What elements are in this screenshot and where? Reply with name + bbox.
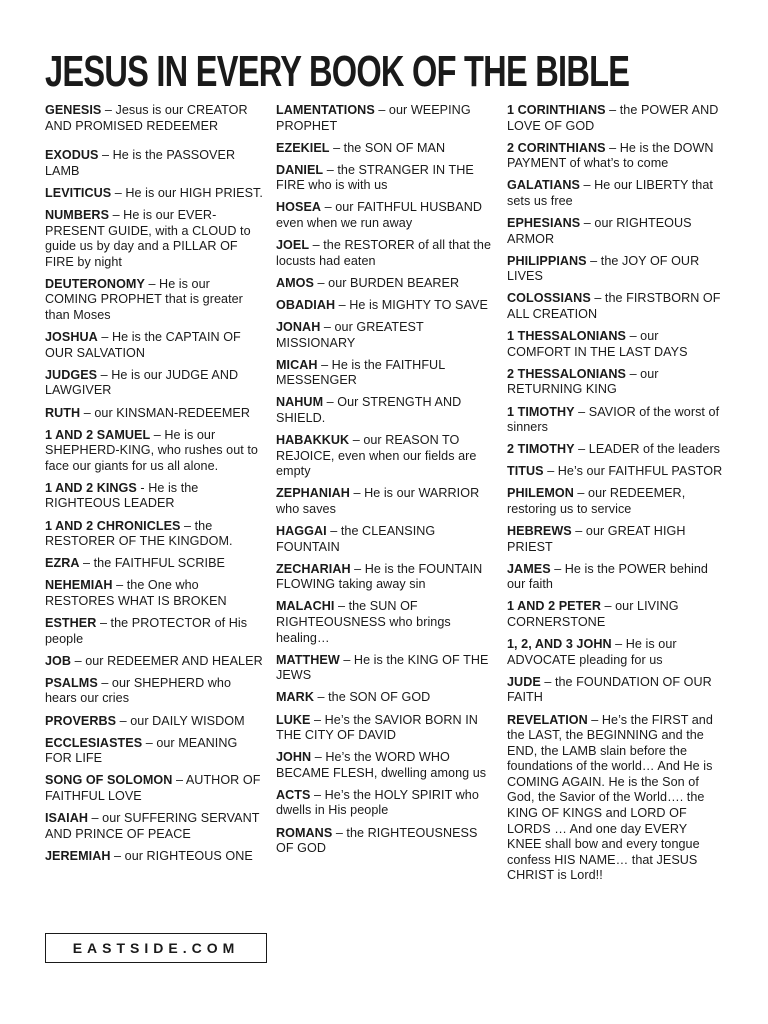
book-description: – He’s the WORD WHO BECAME FLESH, dwelling among us	[276, 750, 487, 780]
book-name: AMOS	[276, 275, 314, 290]
book-name: SONG OF SOLOMON	[45, 773, 173, 788]
book-name: HABAKKUK	[276, 433, 350, 448]
book-name: TITUS	[507, 464, 544, 479]
book-name: MARK	[276, 690, 314, 705]
book-name: ESTHER	[45, 616, 97, 631]
book-description: – He is our EVER-PRESENT GUIDE, with a CLOUD to guide us by day and a PILLAR OF FIRE by night	[45, 207, 251, 269]
book-entry	[45, 208, 263, 270]
book-entry	[45, 406, 263, 422]
book-description: – He’s the HOLY SPIRIT who dwells in His people	[276, 787, 479, 818]
book-name: EZRA	[45, 556, 80, 571]
book-entry	[507, 442, 725, 458]
book-name: ZECHARIAH	[276, 561, 351, 576]
book-entry	[507, 141, 725, 172]
book-name: JOHN	[276, 750, 312, 765]
book-description: – He is the KING OF THE JEWS	[276, 652, 489, 683]
book-description: – our SHEPHERD who hears our cries	[45, 675, 232, 706]
book-entry	[276, 238, 494, 269]
book-name: NEHEMIAH	[45, 578, 113, 593]
book-entry	[45, 186, 263, 202]
book-description: – our RIGHTEOUS ARMOR	[507, 216, 692, 246]
book-entry	[276, 826, 494, 857]
book-entry	[45, 368, 263, 399]
book-description: – our RETURNING KING	[507, 366, 659, 397]
book-name: 1 AND 2 CHRONICLES	[45, 518, 181, 533]
book-description: – our REDEEMER, restoring us to service	[507, 486, 686, 516]
book-description: – our REDEEMER AND HEALER	[71, 653, 263, 668]
book-description: – our REASON TO REJOICE, even when our fields are empty	[276, 433, 477, 479]
book-entry	[276, 320, 494, 351]
book-entry	[276, 276, 494, 292]
book-entry	[276, 690, 494, 706]
book-entry	[276, 788, 494, 819]
book-description: – He is MIGHTY TO SAVE	[335, 297, 488, 312]
book-entry	[45, 148, 263, 179]
book-description: – He’s the SAVIOR BORN IN THE CITY OF DAVID	[276, 712, 478, 743]
book-description: – SAVIOR of the worst of sinners	[507, 404, 720, 435]
book-entry	[276, 713, 494, 744]
book-entry	[45, 330, 263, 361]
book-name: MALACHI	[276, 599, 335, 614]
book-entry	[45, 676, 263, 707]
book-description: – LEADER of the leaders	[574, 442, 721, 457]
book-entry	[276, 653, 494, 684]
book-entry	[507, 405, 725, 436]
book-description: – He is our COMING PROPHET that is greater than Moses	[45, 276, 243, 323]
book-name: 1 THESSALONIANS	[507, 329, 627, 344]
book-entry	[507, 291, 725, 322]
book-name: GALATIANS	[507, 178, 580, 193]
book-description: – the One who RESTORES WHAT IS BROKEN	[45, 578, 227, 608]
book-entry	[276, 486, 494, 517]
book-description: – our GREAT HIGH PRIEST	[507, 524, 686, 554]
book-name: JAMES	[507, 561, 551, 576]
book-description: – He is our SHEPHERD-KING, who rushes out to face our giants for us all alone.	[45, 427, 258, 473]
book-entry	[45, 654, 263, 670]
book-entry	[276, 141, 494, 157]
book-entry	[507, 524, 725, 555]
book-name: PROVERBS	[45, 713, 117, 728]
book-name: ISAIAH	[45, 810, 88, 825]
book-entry	[507, 599, 725, 630]
book-description: – the RESTORER OF THE KINGDOM.	[45, 518, 233, 549]
book-name: EZEKIEL	[276, 140, 330, 155]
book-name: MICAH	[276, 357, 318, 372]
book-description: – our BURDEN BEARER	[313, 275, 460, 290]
book-entry	[45, 519, 263, 550]
book-name: GENESIS	[45, 103, 102, 117]
book-description: – the SON OF GOD	[313, 690, 431, 705]
book-entry	[507, 486, 725, 517]
book-description: - He is the RIGHTEOUS LEADER	[45, 480, 199, 511]
book-entry	[276, 298, 494, 314]
book-description: – He’s our FAITHFUL PASTOR	[543, 464, 723, 479]
book-entry	[45, 556, 263, 572]
page-title: JESUS IN EVERY BOOK OF THE BIBLE	[45, 47, 630, 96]
book-name: REVELATION	[507, 712, 588, 727]
book-name: 1 CORINTHIANS	[507, 103, 606, 117]
book-entry	[45, 481, 263, 512]
book-entry	[507, 329, 725, 360]
book-description: – the SUN OF RIGHTEOUSNESS who brings healing…	[276, 599, 451, 645]
book-entry	[45, 714, 263, 730]
book-name: OBADIAH	[276, 297, 336, 312]
book-name: ZEPHANIAH	[276, 486, 350, 501]
book-entry	[45, 616, 263, 647]
book-name: 2 TIMOTHY	[507, 442, 575, 457]
book-description: – He is the FOUNTAIN FLOWING taking away sin	[276, 561, 483, 592]
column-2	[276, 103, 494, 863]
book-entry	[276, 358, 494, 389]
book-entry	[507, 675, 725, 706]
book-name: PSALMS	[45, 675, 98, 690]
book-name: NUMBERS	[45, 207, 110, 222]
book-description: – He is the POWER behind our faith	[507, 561, 708, 592]
book-description: – the STRANGER IN THE FIRE who is with us	[276, 162, 474, 193]
book-entry	[276, 200, 494, 231]
book-description: – the FIRSTBORN OF ALL CREATION	[507, 291, 721, 322]
book-description: – He’s the FIRST and the LAST, the BEGINNING and the END, the LAMB slain before the foundations of the world… And He is COMING AGAIN. He is the Son of God, the Savior of the World…. the KING OF KINGS and LORD OF LORDS … And one day EVERY KNEE shall bow and every tongue confess HIS NAME… that JESUS CHRIST is Lord!!	[507, 712, 713, 883]
book-entry	[45, 103, 263, 134]
book-name: ACTS	[276, 787, 311, 802]
book-description: – the RIGHTEOUSNESS OF GOD	[276, 825, 478, 856]
book-entry	[276, 524, 494, 555]
book-entry	[507, 637, 725, 668]
book-entry	[507, 562, 725, 593]
book-name: JOB	[45, 653, 72, 668]
book-entry	[276, 750, 494, 781]
book-name: 1 TIMOTHY	[507, 404, 575, 419]
book-description: – He is our JUDGE AND LAWGIVER	[45, 367, 239, 398]
book-name: JUDGES	[45, 367, 98, 382]
book-description: – He is our HIGH PRIEST.	[111, 185, 263, 200]
book-name: 1 AND 2 PETER	[507, 599, 601, 614]
book-description: – He is the DOWN PAYMENT of what’s to come	[507, 140, 714, 171]
book-entry	[507, 367, 725, 398]
book-name: DANIEL	[276, 162, 324, 177]
book-name: EXODUS	[45, 148, 99, 163]
book-entry	[276, 103, 494, 134]
book-name: HEBREWS	[507, 524, 572, 539]
book-name: DEUTERONOMY	[45, 276, 145, 291]
book-name: JOEL	[276, 238, 310, 253]
book-description: – He is our WARRIOR who saves	[276, 486, 480, 516]
column-1	[45, 103, 263, 871]
book-description: – our LIVING CORNERSTONE	[507, 599, 679, 630]
book-entry	[45, 578, 263, 609]
book-description: – the POWER AND LOVE OF GOD	[507, 103, 719, 133]
book-name: COLOSSIANS	[507, 291, 591, 306]
book-description: – He our LIBERTY that sets us free	[507, 178, 713, 208]
book-entry	[507, 713, 725, 885]
book-description: – He is the PASSOVER LAMB	[45, 148, 236, 178]
book-name: JOSHUA	[45, 330, 98, 345]
book-description: – our MEANING FOR LIFE	[45, 735, 238, 766]
book-description: – He is our ADVOCATE pleading for us	[507, 637, 677, 667]
book-entry	[507, 216, 725, 247]
book-description: – the PROTECTOR of His people	[45, 616, 248, 646]
book-description: – our FAITHFUL HUSBAND even when we run away	[276, 200, 482, 231]
book-entry	[45, 849, 263, 865]
book-name: LAMENTATIONS	[276, 103, 375, 117]
book-name: HOSEA	[276, 200, 322, 215]
book-name: HAGGAI	[276, 524, 327, 539]
book-entry	[507, 254, 725, 285]
column-3	[507, 103, 725, 891]
book-name: 2 CORINTHIANS	[507, 140, 606, 155]
book-description: – our DAILY WISDOM	[116, 713, 245, 728]
book-entry	[276, 562, 494, 593]
book-name: ROMANS	[276, 825, 333, 840]
book-entry	[276, 395, 494, 426]
book-description: – AUTHOR OF FAITHFUL LOVE	[45, 773, 261, 803]
book-name: MATTHEW	[276, 652, 340, 667]
book-name: 1 AND 2 KINGS	[45, 480, 137, 495]
book-entry	[45, 277, 263, 324]
book-name: JONAH	[276, 320, 321, 335]
book-description: – the JOY OF OUR LIVES	[507, 253, 700, 284]
book-entry	[276, 163, 494, 194]
book-entry	[507, 178, 725, 209]
book-entry	[45, 736, 263, 767]
book-name: JEREMIAH	[45, 848, 111, 863]
book-description: – Jesus is our CREATOR AND PROMISED REDEEMER	[45, 103, 248, 133]
book-description: – He is the CAPTAIN OF OUR SALVATION	[45, 330, 241, 360]
book-entry	[45, 428, 263, 475]
book-description: – the FAITHFUL SCRIBE	[79, 556, 225, 571]
book-name: PHILEMON	[507, 486, 574, 501]
book-name: JUDE	[507, 674, 541, 689]
book-entry	[45, 773, 263, 804]
book-name: EPHESIANS	[507, 216, 581, 231]
book-name: LUKE	[276, 712, 311, 727]
book-name: 1 AND 2 SAMUEL	[45, 427, 151, 442]
book-description: – our KINSMAN-REDEEMER	[80, 405, 250, 420]
book-description: – our GREATEST MISSIONARY	[276, 320, 424, 350]
book-entry	[507, 103, 725, 134]
book-name: RUTH	[45, 405, 81, 420]
book-entry	[276, 433, 494, 480]
book-description: – the RESTORER of all that the locusts had eaten	[276, 238, 492, 268]
book-description: – our WEEPING PROPHET	[276, 103, 471, 133]
book-name: 2 THESSALONIANS	[507, 366, 627, 381]
book-description: – our RIGHTEOUS ONE	[110, 848, 253, 863]
book-description: – Our STRENGTH AND SHIELD.	[276, 395, 462, 425]
book-description: – our COMFORT IN THE LAST DAYS	[507, 329, 688, 359]
book-description: – our SUFFERING SERVANT AND PRINCE OF PEACE	[45, 810, 260, 841]
book-description: – He is the FAITHFUL MESSENGER	[276, 357, 445, 388]
eastside-logo	[45, 933, 267, 963]
book-name: LEVITICUS	[45, 185, 112, 200]
book-name: 1, 2, AND 3 JOHN	[507, 637, 612, 652]
book-name: NAHUM	[276, 395, 324, 410]
book-entry	[507, 464, 725, 480]
logo-text: EASTSIDE.COM	[72, 940, 240, 956]
book-name: PHILIPPIANS	[507, 253, 587, 268]
book-entry	[45, 811, 263, 842]
book-entry	[276, 599, 494, 646]
book-name: ECCLESIASTES	[45, 735, 143, 750]
book-description: – the CLEANSING FOUNTAIN	[276, 524, 436, 554]
book-description: – the FOUNDATION OF OUR FAITH	[507, 674, 712, 705]
book-description: – the SON OF MAN	[329, 140, 446, 155]
